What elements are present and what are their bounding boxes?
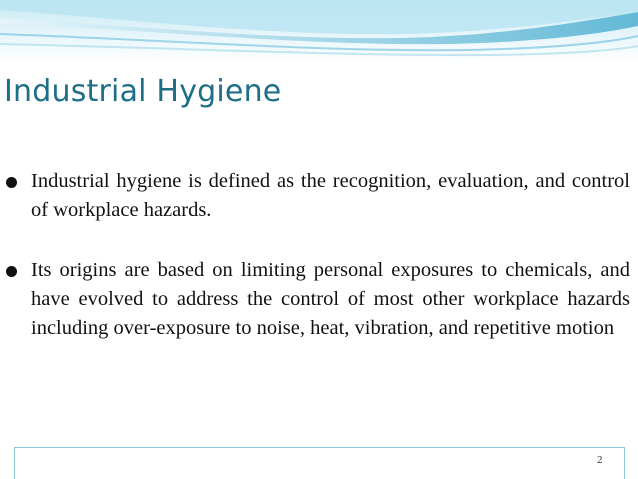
footer-divider — [14, 447, 624, 448]
frame-right-line — [624, 447, 625, 479]
bullet-text: Industrial hygiene is defined as the recognition, evaluation, and control of workplace hazards. — [31, 170, 630, 221]
bullet-marker — [6, 266, 17, 277]
bullet-marker — [6, 177, 17, 188]
slide-title: Industrial Hygiene — [4, 74, 282, 109]
page-number: 2 — [597, 454, 603, 466]
decorative-wave-banner — [0, 0, 638, 62]
bullet-text: Its origins are based on limiting personal exposures to chemicals, and have evolved to address the control of most other workplace hazards including over-exposure to noise, heat, vibration, and repetitive motion — [31, 259, 630, 339]
bullet-item — [4, 256, 630, 343]
frame-left-line — [14, 447, 15, 479]
bullet-item — [4, 167, 630, 225]
bullet-list — [4, 167, 630, 343]
